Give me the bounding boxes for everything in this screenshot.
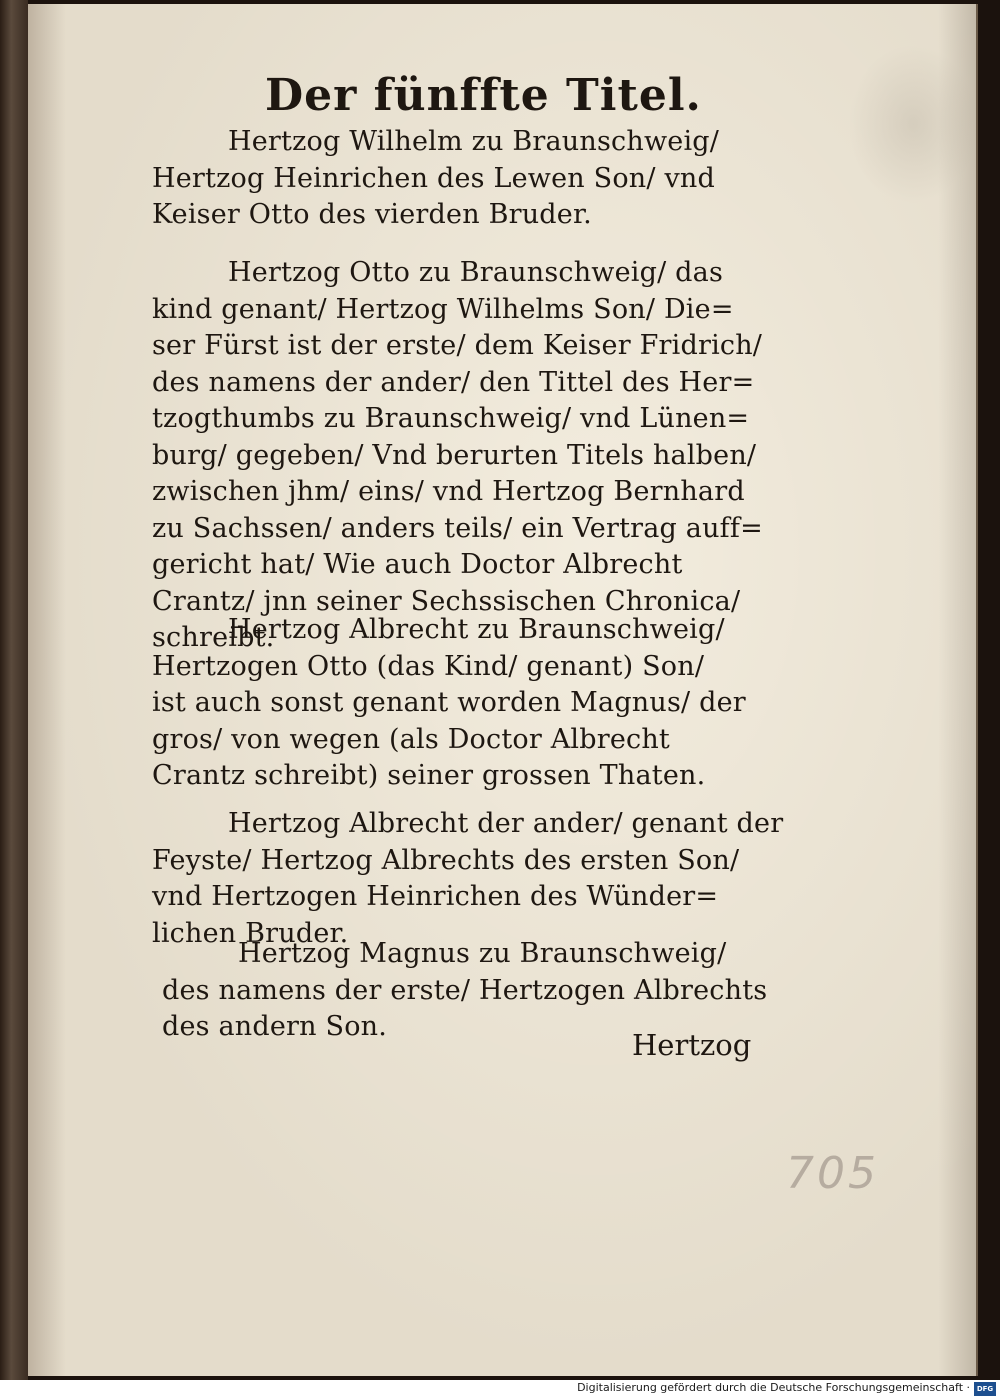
text-line: Hertzogen Otto (das Kind/ genant) Son/ — [152, 650, 705, 682]
text-line: kind genant/ Hertzog Wilhelms Son/ Die= — [152, 293, 734, 325]
funding-credit: Digitalisierung gefördert durch die Deutsche Forschungsgemeinschaft · — [577, 1381, 970, 1394]
folio-number: 705 — [786, 1148, 879, 1199]
paragraph-otto — [152, 255, 763, 657]
paragraph-albrecht-der-ander — [152, 806, 783, 952]
text-line: ser Fürst ist der erste/ dem Keiser Fridrich/ — [152, 330, 763, 361]
dfg-logo: DFG — [974, 1382, 996, 1396]
text-line: ist auch sonst genant worden Magnus/ der — [152, 687, 746, 718]
text-line: gericht hat/ Wie auch Doctor Albrecht — [152, 549, 683, 580]
text-line: Crantz/ jnn seiner Sechssischen Chronica/ — [152, 585, 741, 617]
text-line: Hertzog Heinrichen des Lewen Son/ vnd — [152, 162, 715, 194]
text-line: des namens der ander/ den Tittel des Her= — [152, 366, 755, 398]
text-line: Feyste/ Hertzog Albrechts des ersten Son/ — [152, 844, 740, 876]
ink-bleed-through — [848, 44, 978, 204]
text-line: des andern Son. — [162, 1011, 388, 1042]
text-line: vnd Hertzogen Heinrichen des Wünder= — [152, 881, 719, 912]
text-line: Hertzog Otto zu Braunschweig/ das — [228, 257, 724, 288]
text-line: Hertzog Wilhelm zu Braunschweig/ — [228, 126, 720, 157]
text-line: lichen Bruder. — [152, 917, 349, 949]
text-line: burg/ gegeben/ Vnd berurten Titels halben/ — [152, 439, 757, 471]
text-line: Hertzog Magnus zu Braunschweig/ — [238, 938, 727, 969]
catchword: Hertzog — [632, 1028, 752, 1062]
paragraph-wilhelm — [152, 124, 719, 234]
text-line: gros/ von wegen (als Doctor Albrecht — [152, 723, 670, 755]
text-line: Hertzog Albrecht der ander/ genant der — [228, 808, 784, 839]
text-line: zwischen jhm/ eins/ vnd Hertzog Bernhard — [152, 476, 745, 507]
paragraph-albrecht — [152, 612, 746, 795]
text-line: schreibt. — [152, 622, 275, 653]
text-line: Keiser Otto des vierden Bruder. — [152, 199, 592, 230]
text-line: Crantz schreibt) seiner grossen Thaten. — [152, 760, 706, 791]
text-line: des namens der erste/ Hertzogen Albrechts — [162, 974, 768, 1006]
chapter-heading: Der fünffte Titel. — [265, 70, 702, 121]
text-line: zu Sachssen/ anders teils/ ein Vertrag auff= — [152, 512, 763, 544]
text-line: tzogthumbs zu Braunschweig/ vnd Lünen= — [152, 403, 750, 434]
book-binding-edge — [0, 0, 28, 1398]
text-line: Hertzog Albrecht zu Braunschweig/ — [228, 614, 725, 645]
